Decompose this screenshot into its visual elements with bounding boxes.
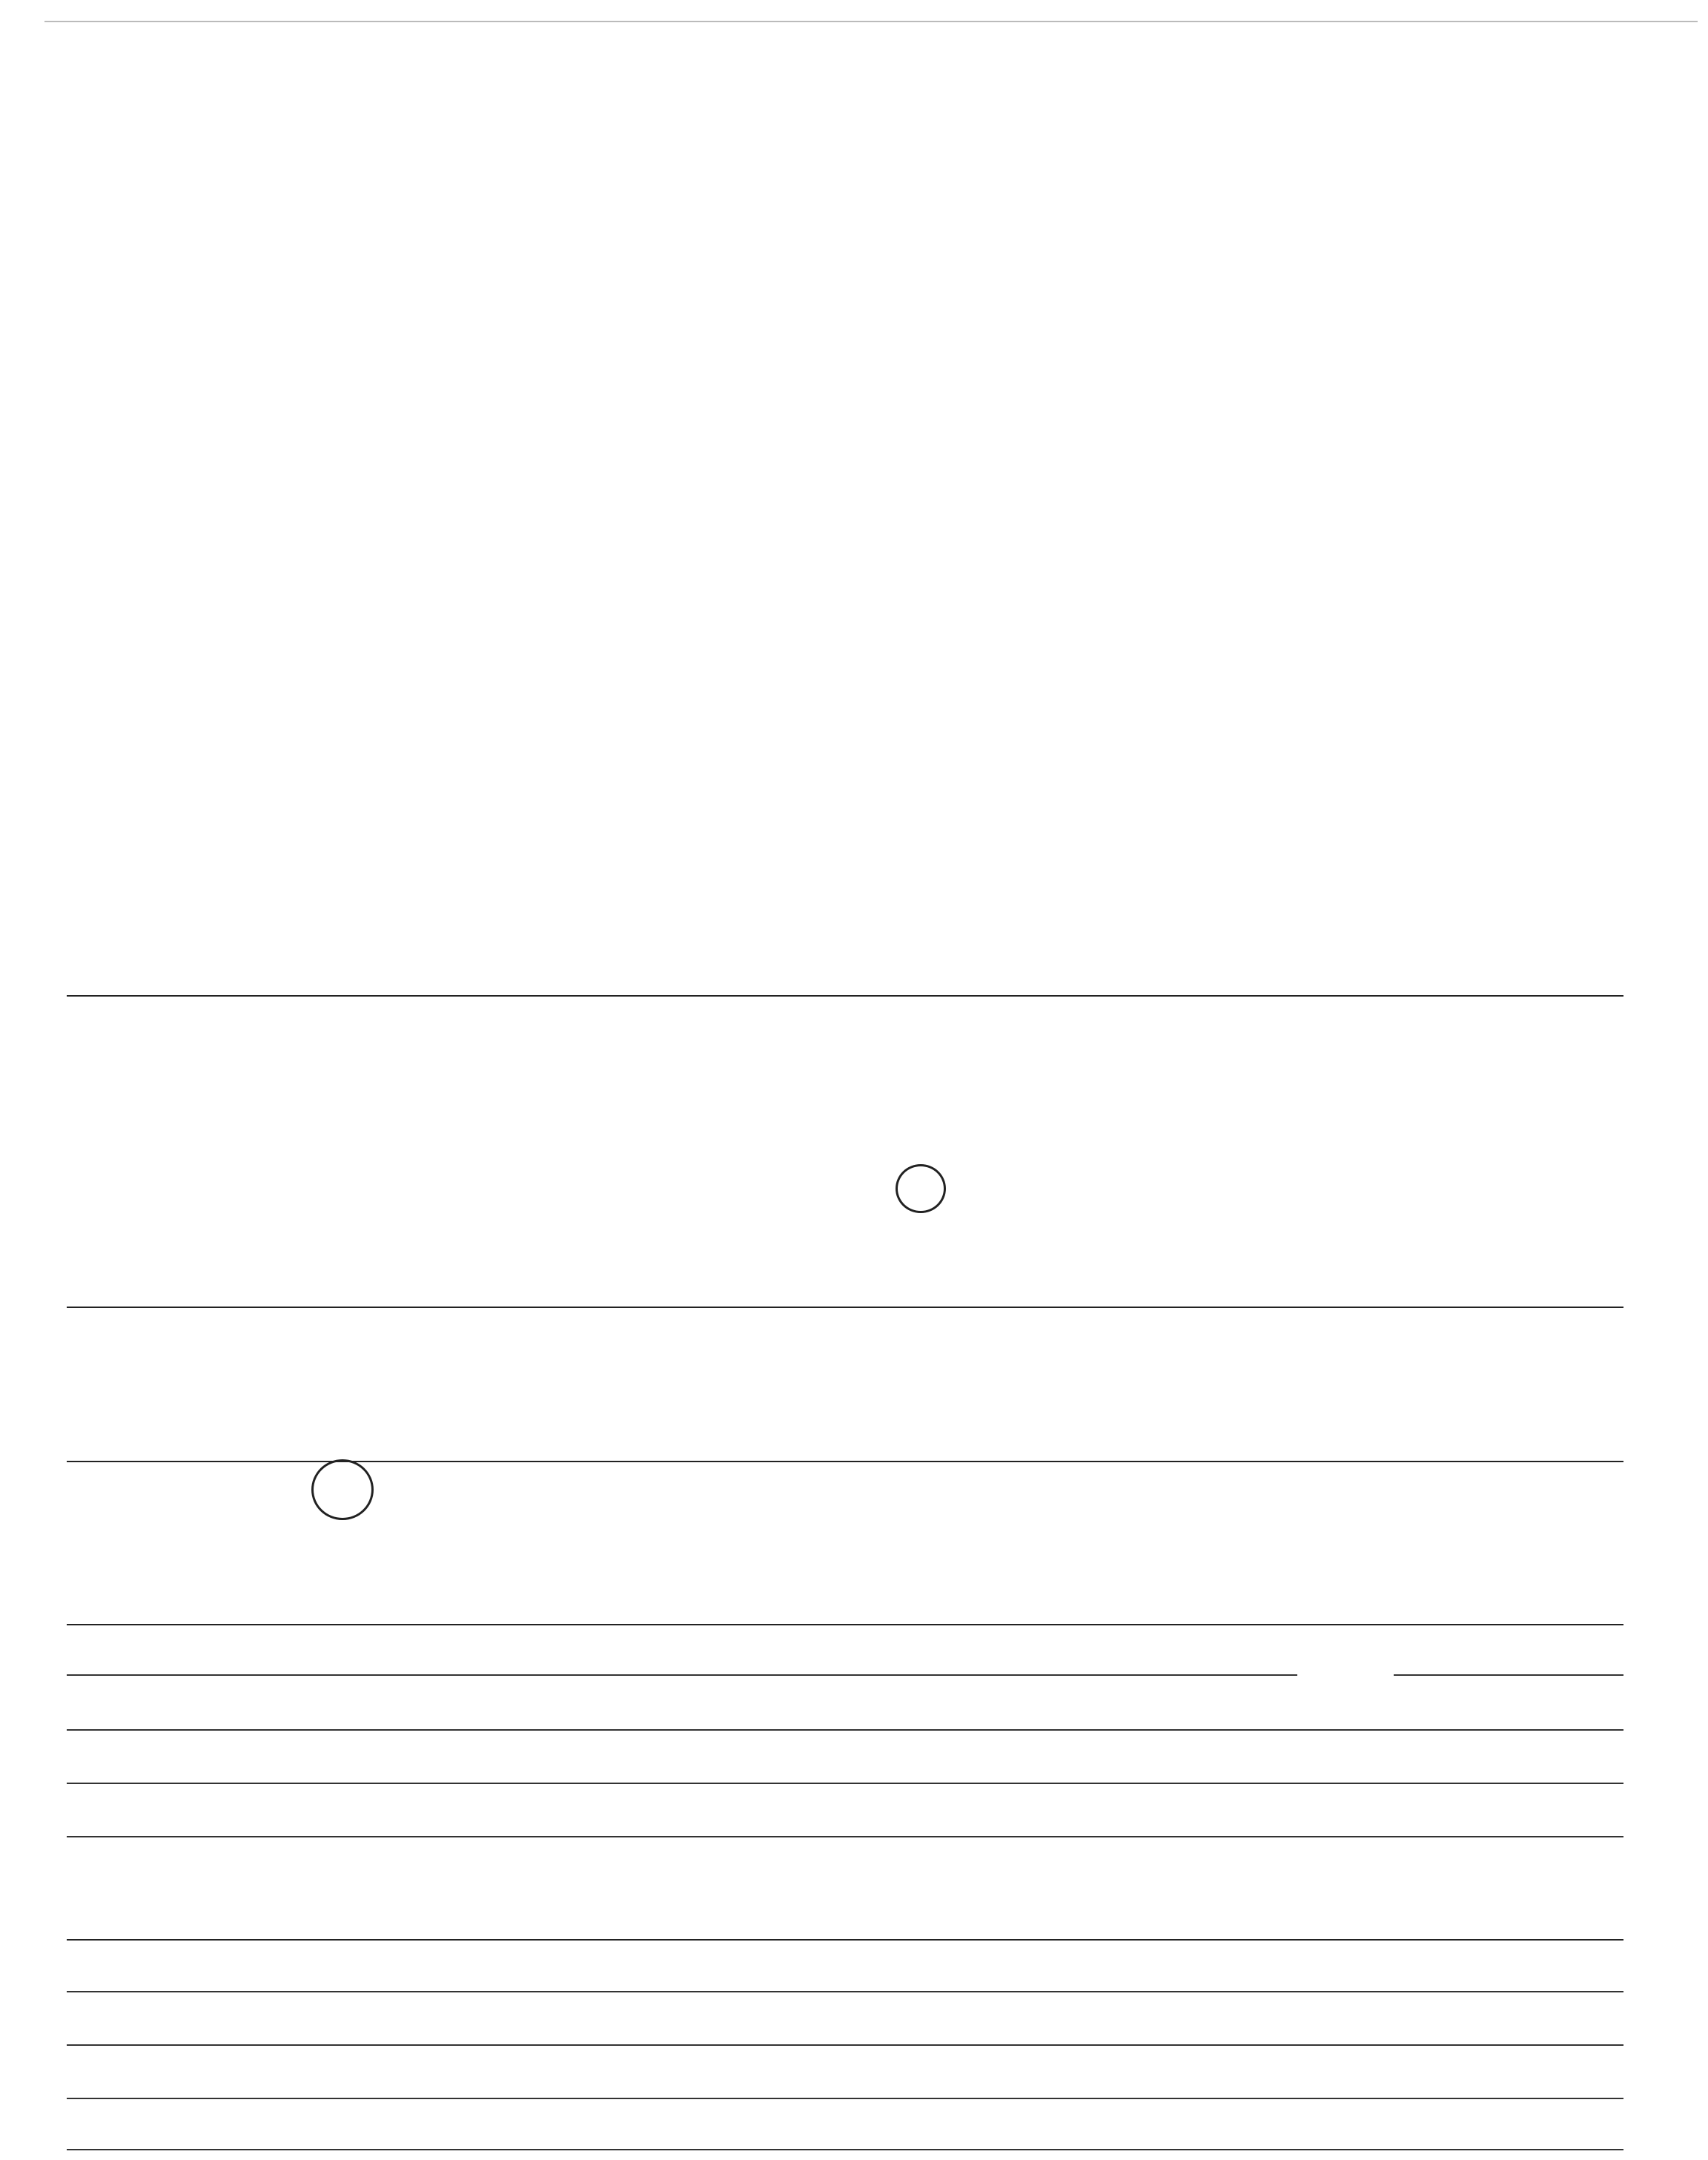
top-border (44, 21, 1698, 22)
q9-line-2 (67, 1729, 1623, 1731)
q9-answer-line-end (1394, 1674, 1623, 1676)
q9-rule (67, 1624, 1623, 1625)
q6-rule (67, 995, 1623, 997)
q7-rule (67, 1307, 1623, 1308)
q10-answer-line (67, 1991, 1623, 1992)
q10-line-3 (67, 2098, 1623, 2099)
q9-answer-line (67, 1674, 1297, 1676)
q6-selection-circle (896, 1164, 946, 1213)
q10-line-4 (67, 2149, 1623, 2150)
q10-line-2 (67, 2044, 1623, 2046)
q9-line-4 (67, 1836, 1623, 1837)
q8-selection-circle (311, 1459, 374, 1520)
q9-line-3 (67, 1783, 1623, 1784)
q8-rule (67, 1461, 1623, 1462)
q10-rule (67, 1939, 1623, 1941)
